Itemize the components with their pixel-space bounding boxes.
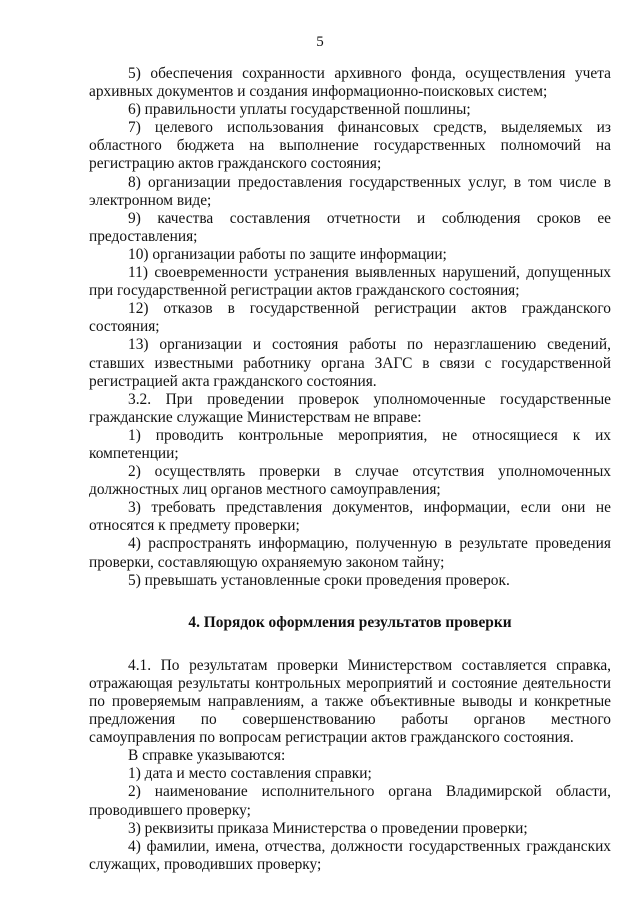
paragraph: 4) фамилии, имена, отчества, должности государственных гражданских служащих, проводивших проверку; xyxy=(89,837,611,873)
paragraph: 1) дата и место составления справки; xyxy=(128,765,372,783)
page-number: 5 xyxy=(316,34,324,50)
paragraph: 12) отказов в государственной регистрации актов гражданского состояния; xyxy=(89,300,611,336)
paragraph: 4) распространять информацию, полученную в результате проведения проверки, составляющую охраняемую законом тайну; xyxy=(89,535,611,571)
paragraph: 11) своевременности устранения выявленных нарушений, допущенных при государственной регистрации актов гражданского состояния; xyxy=(89,264,611,300)
paragraph: 10) организации работы по защите информации; xyxy=(128,245,447,263)
paragraph: 1) проводить контрольные мероприятия, не относящиеся к их компетенции; xyxy=(89,426,611,462)
paragraph: 8) организации предоставления государственных услуг, в том числе в электронном виде; xyxy=(89,173,611,209)
paragraph: 6) правильности уплаты государственной пошлины; xyxy=(128,101,471,119)
paragraph: 3) требовать представления документов, информации, если они не относятся к предмету проверки; xyxy=(89,499,611,535)
paragraph: 5) превышать установленные сроки проведения проверок. xyxy=(128,571,510,589)
section-heading: 4. Порядок оформления результатов проверки xyxy=(188,613,512,631)
paragraph: 4.1. По результатам проверки Министерством составляется справка, отражающая результаты контрольных мероприятий и состояние деятельности по проверяемым направлениям, а также объективные выводы и конкретные предложения по совершенствованию работы органов местного самоуправления по вопросам регистрации актов гражданского состояния. xyxy=(89,656,611,747)
paragraph: 2) наименование исполнительного органа Владимирской области, проводившего проверку; xyxy=(89,783,611,819)
paragraph: 9) качества составления отчетности и соблюдения сроков ее предоставления; xyxy=(89,209,611,245)
paragraph: 3) реквизиты приказа Министерства о проведении проверки; xyxy=(128,819,528,837)
paragraph: 13) организации и состояния работы по неразглашению сведений, ставших известными работнику органа ЗАГС в связи с государственной регистрацией акта гражданского состояния. xyxy=(89,336,611,390)
paragraph: 5) обеспечения сохранности архивного фонда, осуществления учета архивных документов и создания информационно-поисковых систем; xyxy=(89,65,611,101)
paragraph: 2) осуществлять проверки в случае отсутствия уполномоченных должностных лиц органов местного самоуправления; xyxy=(89,463,611,499)
paragraph: 3.2. При проведении проверок уполномоченные государственные гражданские служащие Министерствам не вправе: xyxy=(89,390,611,426)
paragraph: 7) целевого использования финансовых средств, выделяемых из областного бюджета на выполнение государственных полномочий на регистрацию актов гражданского состояния; xyxy=(89,119,611,173)
document-body xyxy=(89,65,611,874)
paragraph: В справке указываются: xyxy=(128,747,286,765)
